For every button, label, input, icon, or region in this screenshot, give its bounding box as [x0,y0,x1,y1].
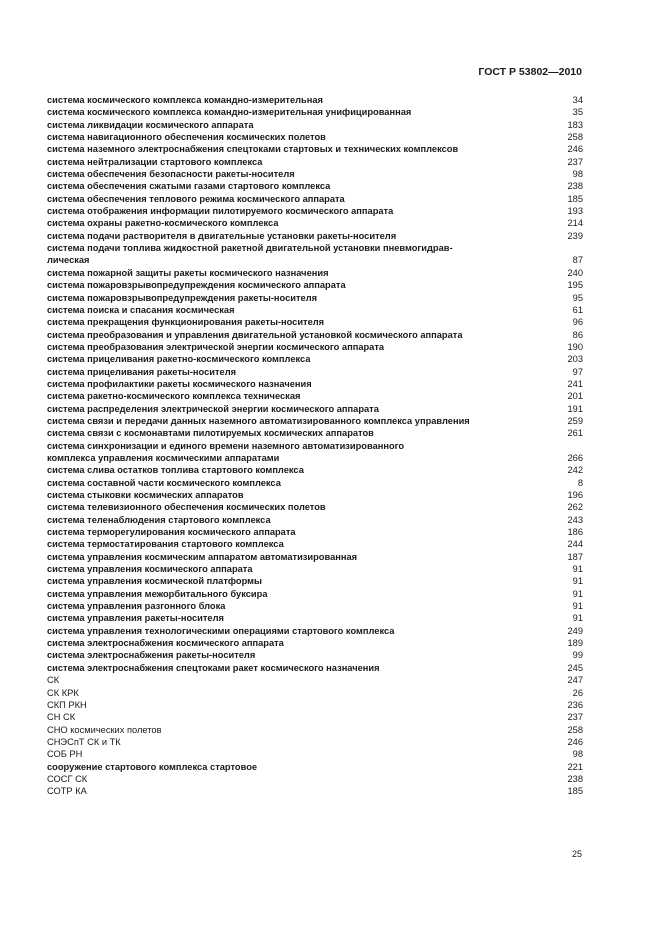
index-entry [47,106,583,118]
index-term: система подачи растворителя в двигательные установки ракеты-носителя [47,230,397,241]
index-page-ref: 244 [567,539,583,550]
index-term: СКП РКН [47,699,87,710]
index-page-ref: 34 [572,95,583,105]
index-entry [47,254,583,266]
index-entry [47,773,583,785]
index-page-ref: 214 [567,218,583,229]
index-entry [47,143,583,155]
index-page-ref: 258 [567,724,583,735]
index-entry [47,588,583,600]
index-entry [47,180,583,192]
index-term: СОСГ СК [47,773,88,784]
index-entry [47,329,583,341]
index-page-ref: 26 [572,687,583,698]
index-entry [47,625,583,637]
index-page-ref: 258 [567,132,583,143]
index-page-ref: 249 [567,625,583,636]
index-term: система пожаровзрывопредупреждения ракеты-носителя [47,292,318,303]
index-term: СОТР КА [47,786,87,797]
index-page-ref: 238 [567,181,583,192]
index-entry [47,637,583,649]
index-entry [47,390,583,402]
index-entry [47,217,583,229]
index-entry [47,687,583,699]
index-entry [47,489,583,501]
index-page-ref: 186 [567,527,583,538]
index-entry [47,403,583,415]
index-entry [47,193,583,205]
index-entry [47,205,583,217]
index-term: система отображения информации пилотируемого космического аппарата [47,206,394,217]
index-page-ref: 240 [567,267,583,278]
index-term: система поиска и спасания космическая [47,304,235,315]
index-entry [47,785,583,797]
index-term: система преобразования электрической энергии космического аппарата [47,341,385,352]
index-entry [47,353,583,365]
index-page-ref: 61 [572,304,583,315]
index-term: система наземного электроснабжения спецтоками стартовых и технических комплексов [47,144,459,155]
index-entry [47,230,583,242]
index-entry [47,674,583,686]
index-page-ref: 96 [572,317,583,328]
index-page-ref: 191 [567,403,583,414]
index-entry [47,242,583,254]
index-term: система управления космическим аппаратом автоматизированная [47,551,358,562]
page-header-standard: ГОСТ Р 53802—2010 [478,66,582,78]
index-entry [47,501,583,513]
index-page-ref: 91 [572,576,583,587]
index-term: сооружение стартового комплекса стартовое [47,761,258,772]
index-page-ref: 266 [567,452,583,463]
index-term: система прекращения функционирования ракеты-носителя [47,317,325,328]
index-term: система прицеливания ракеты-носителя [47,366,237,377]
index-entry [47,699,583,711]
index-entry [47,662,583,674]
index-entry [47,452,583,464]
index-term: система прицеливания ракетно-космического комплекса [47,354,311,365]
index-entry [47,477,583,489]
index-term: система управления межорбитального буксира [47,588,268,599]
index-term: СНО космических полетов [47,724,162,735]
index-term: система обеспечения безопасности ракеты-носителя [47,169,295,180]
index-page-ref: 243 [567,514,583,525]
index-term: система преобразования и управления двигательной установкой космического аппарата [47,329,463,340]
index-term: система составной части космического комплекса [47,477,281,488]
index-page-ref: 237 [567,156,583,167]
index-term: СК [47,675,60,686]
index-entry [47,538,583,550]
index-page-ref: 261 [567,428,583,439]
index-term: СОБ РН [47,749,83,760]
index-entry [47,612,583,624]
index-page-ref: 241 [567,378,583,389]
index-entry [47,131,583,143]
index-term: система связи и передачи данных наземного автоматизированного комплекса управления [47,415,470,426]
index-entry [47,427,583,439]
index-term: система стыковки космических аппаратов [47,490,244,500]
index-term: система электроснабжения ракеты-носителя [47,650,256,661]
index-term: система синхронизации и единого времени наземного автоматизированного [47,440,405,451]
index-term: система ракетно-космического комплекса техническая [47,391,301,402]
index-page-ref: 238 [567,773,583,784]
index-page-ref: 221 [567,761,583,772]
index-page-ref: 95 [572,292,583,303]
index-page-ref: 187 [567,551,583,562]
index-term: система подачи топлива жидкостной ракетной двигательной установки пневмогидрав- [47,243,453,254]
index-entry [47,711,583,723]
index-entry [47,575,583,587]
index-page-ref: 237 [567,712,583,723]
index-entry [47,341,583,353]
index-term: система управления технологическими операциями стартового комплекса [47,625,395,636]
index-page-ref: 98 [572,169,583,180]
index-page-ref: 91 [572,564,583,575]
index-entry [47,316,583,328]
index-page-ref: 35 [572,107,583,118]
index-term: система космического комплекса командно-измерительная унифицированная [47,107,412,118]
index-entry [47,551,583,563]
index-entry [47,304,583,316]
index-page-ref: 183 [567,119,583,130]
index-page-ref: 91 [572,588,583,599]
index-page-ref: 189 [567,638,583,649]
index-entry [47,761,583,773]
index-term: система ликвидации космического аппарата [47,119,254,130]
index-page-ref: 245 [567,662,583,673]
index-page-ref: 246 [567,736,583,747]
index-term: система профилактики ракеты космического назначения [47,378,312,389]
index-page-ref: 262 [567,502,583,513]
index-page-ref: 99 [572,650,583,661]
index-term: система нейтрализации стартового комплекса [47,156,263,167]
index-page-ref: 97 [572,366,583,377]
index-entry [47,415,583,427]
index-entry [47,267,583,279]
index-entry [47,119,583,131]
index-entry [47,464,583,476]
index-term: система теленаблюдения стартового комплекса [47,514,271,525]
index-entry [47,649,583,661]
index-term: СНЭСпТ СК и ТК [47,736,121,747]
index-page-ref: 86 [572,329,583,340]
index-page-ref: 239 [567,230,583,241]
index-entry [47,378,583,390]
index-term: система управления космического аппарата [47,564,253,575]
index-entry [47,94,583,106]
index-term: система навигационного обеспечения космических полетов [47,132,326,143]
index-term: система обеспечения теплового режима космического аппарата [47,193,345,204]
index-entry [47,366,583,378]
index-term: система слива остатков топлива стартового комплекса [47,465,304,476]
index-term: система связи с космонавтами пилотируемых космических аппаратов [47,428,374,439]
index-page-ref: 247 [567,675,583,686]
index-term: система электроснабжения космического аппарата [47,638,284,649]
index-entry [47,748,583,760]
index-page-ref: 203 [567,354,583,365]
index-term: система распределения электрической энергии космического аппарата [47,403,379,414]
index-page-ref: 185 [567,193,583,204]
index-term: система телевизионного обеспечения космических полетов [47,502,326,513]
index-page-ref: 98 [572,749,583,760]
index-term: система электроснабжения спецтоками ракет космического назначения [47,662,380,673]
index-term: система управления космической платформы [47,576,262,587]
index-entry [47,440,583,452]
index-term: система управления разгонного блока [47,601,226,612]
index-page-ref: 190 [567,341,583,352]
index-term: система охраны ракетно-космического комплекса [47,218,279,229]
index-term: система обеспечения сжатыми газами стартового комплекса [47,181,331,192]
index-term: СК КРК [47,687,79,698]
index-term: система пожарной защиты ракеты космического назначения [47,267,329,278]
index-page-ref: 196 [567,490,583,500]
index-entry [47,600,583,612]
index-term: система космического комплекса командно-измерительная [47,95,323,105]
index-term: система пожаровзрывопредупреждения космического аппарата [47,280,346,291]
index-page-ref: 236 [567,699,583,710]
index-page-ref: 193 [567,206,583,217]
index-entry [47,168,583,180]
index-page-ref: 91 [572,601,583,612]
index-page-ref: 185 [567,786,583,797]
index-page-ref: 259 [567,415,583,426]
index-page-ref: 8 [577,477,583,488]
index-page-ref: 195 [567,280,583,291]
index-entry [47,514,583,526]
index-page-ref: 201 [567,391,583,402]
index-term: комплекса управления космическими аппаратами [47,452,280,463]
index-entry [47,279,583,291]
index-entry [47,563,583,575]
index-entry [47,526,583,538]
index-term: лическая [47,255,90,266]
index-term: система управления ракеты-носителя [47,613,224,624]
index-entry [47,724,583,736]
index-entry [47,156,583,168]
index-page-ref: 246 [567,144,583,155]
alphabetical-index [47,94,583,798]
index-entry [47,736,583,748]
page-number: 25 [571,849,582,859]
index-term: система терморегулирования космического аппарата [47,527,296,538]
index-term: СН СК [47,712,76,723]
index-page-ref: 91 [572,613,583,624]
index-page-ref: 87 [572,255,583,266]
index-page-ref: 242 [567,465,583,476]
index-term: система термостатирования стартового комплекса [47,539,284,550]
index-entry [47,292,583,304]
